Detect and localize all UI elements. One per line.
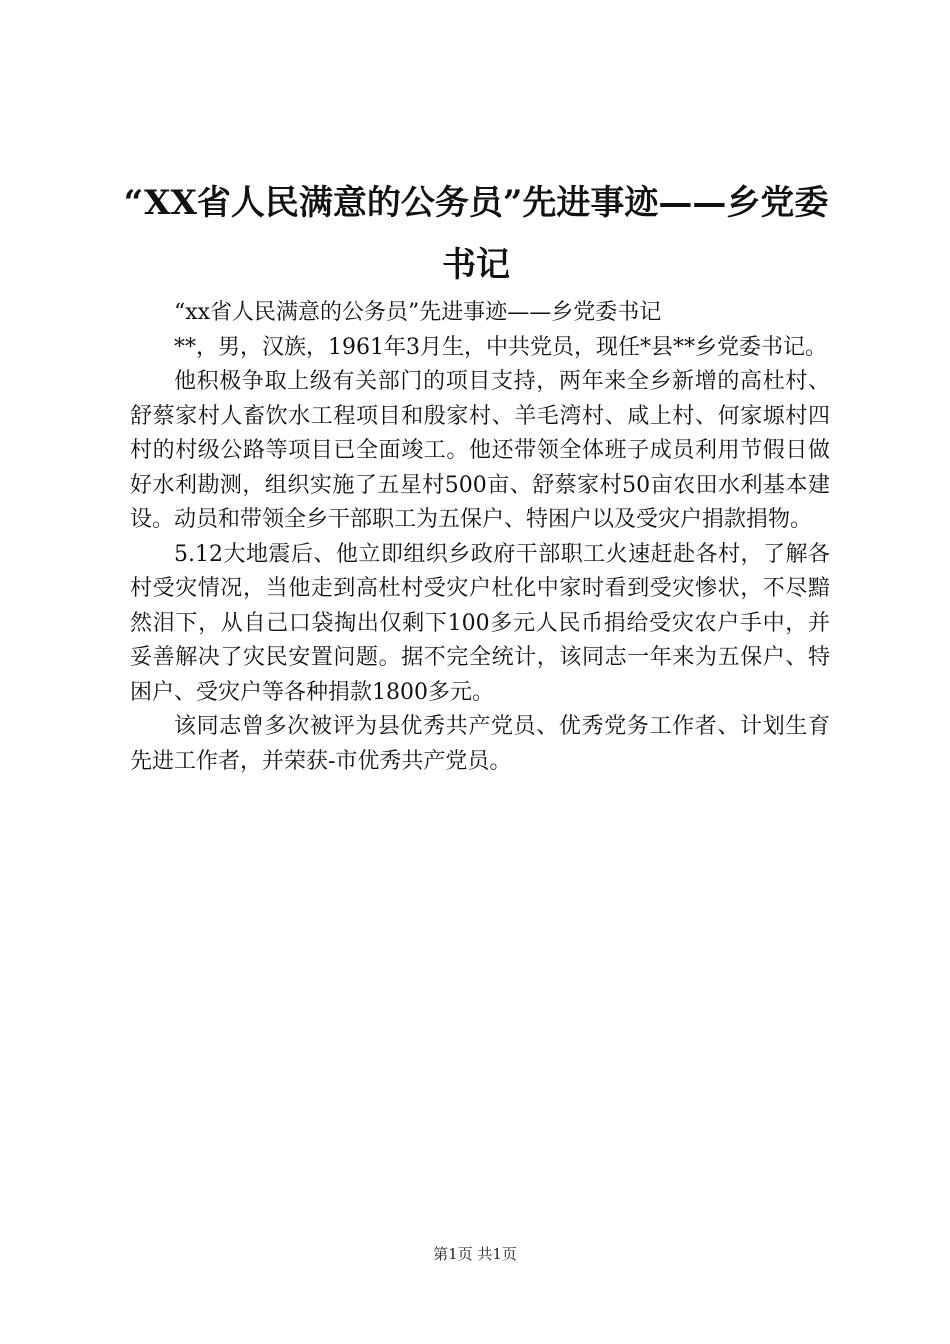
paragraph-honors: 该同志曾多次被评为县优秀共产党员、优秀党务工作者、计划生育先进工作者，并荣获-市优秀共产党员。 <box>130 714 830 774</box>
document-title: “XX省人民满意的公务员”先进事迹——乡党委书记 <box>123 183 829 285</box>
paragraph-subtitle: “xx省人民满意的公务员”先进事迹——乡党委书记 <box>174 300 662 325</box>
document-body <box>130 296 830 779</box>
paragraph-earthquake: 5.12大地震后、他立即组织乡政府干部职工火速赶赴各村，了解各村受灾情况，当他走到高杜村受灾户杜化中家时看到受灾惨状，不尽黯然泪下，从自己口袋掏出仅剩下100多元人民币捐给受灾农户手中，并妥善解决了灾民安置问题。据不完全统计，该同志一年来为五保户、特困户、受灾户等各种捐款1800多元。 <box>130 541 830 705</box>
paragraph-profile: **，男，汉族，1961年3月生，中共党员，现任*县**乡党委书记。 <box>174 334 827 360</box>
paragraph-projects: 他积极争取上级有关部门的项目支持，两年来全乡新增的高杜村、舒蔡家村人畜饮水工程项目和殷家村、羊毛湾村、咸上村、何家塬村四村的村级公路等项目已全面竣工。他还带领全体班子成员利用节假日做好水利勘测，组织实施了五星村500亩、舒蔡家村50亩农田水利基本建设。动员和带领全乡干部职工为五保户、特困户以及受灾户捐款捐物。 <box>130 369 830 532</box>
page-footer: 第1页 共1页 <box>433 1245 517 1263</box>
